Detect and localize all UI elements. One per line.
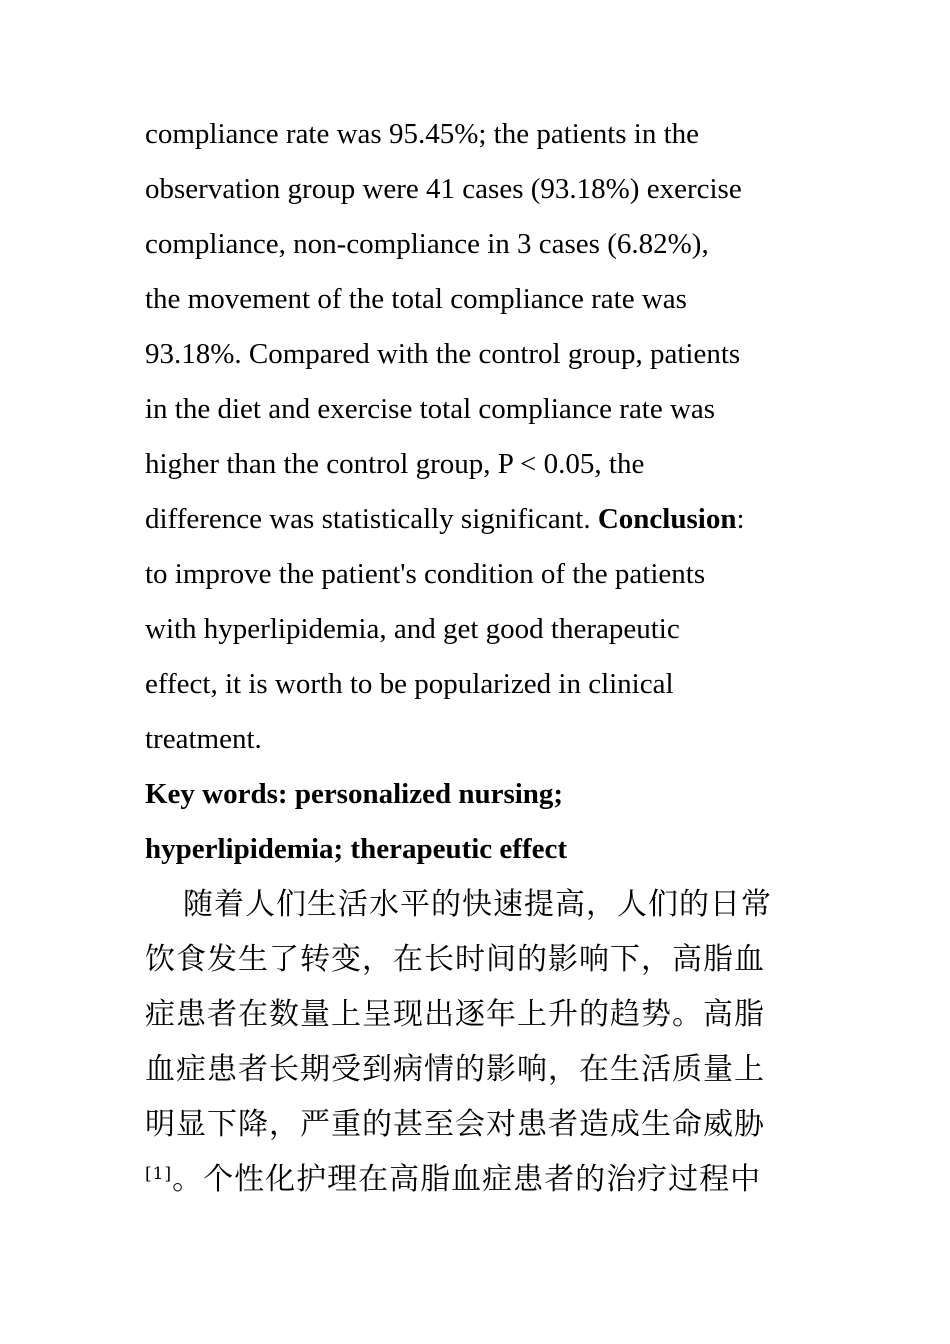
abstract-continuation (145, 107, 810, 767)
keywords-line: hyperlipidemia; therapeutic effect (145, 833, 568, 865)
keywords-line: Key words: personalized nursing; (145, 778, 564, 810)
body-line: 症患者在数量上呈现出逐年上升的趋势。高脂 (145, 997, 765, 1032)
abstract-line: higher than the control group, P < 0.05, the (145, 448, 645, 480)
abstract-line: compliance, non-compliance in 3 cases (6.82%), (145, 228, 709, 260)
conclusion-line: effect, it is worth to be popularized in clinical (145, 668, 674, 700)
conclusion-label: Conclusion (597, 503, 737, 535)
page-content (145, 107, 810, 1207)
body-line-text: 。个性化护理在高脂血症患者的治疗过程中 (172, 1162, 762, 1197)
abstract-line: compliance rate was 95.45%; the patients in the (145, 118, 700, 150)
citation-marker[interactable]: [1] (145, 1164, 173, 1184)
abstract-line: the movement of the total compliance rate was (145, 283, 687, 315)
abstract-text: difference was statistically significant. (145, 503, 598, 535)
keywords (145, 767, 810, 877)
body-line-text: 随着人们生活水平的快速提高，人们的日常 (183, 887, 772, 922)
body-line (145, 877, 810, 932)
abstract-line: observation group were 41 cases (93.18%) exercise (145, 173, 742, 205)
conclusion-colon: : (736, 503, 745, 535)
conclusion-line: to improve the patient's condition of the patients (145, 558, 706, 590)
abstract-line: in the diet and exercise total compliance rate was (145, 393, 716, 425)
body-line: 明显下降，严重的甚至会对患者造成生命威胁 (145, 1107, 765, 1142)
body-line (145, 1152, 810, 1207)
body-line: 血症患者长期受到病情的影响，在生活质量上 (145, 1052, 765, 1087)
body-paragraph-chinese (145, 877, 810, 1207)
abstract-line-with-conclusion (145, 492, 810, 547)
abstract-line: 93.18%. Compared with the control group, patients (145, 338, 741, 370)
body-line: 饮食发生了转变，在长时间的影响下，高脂血 (145, 942, 765, 977)
conclusion-line: treatment. (145, 723, 262, 755)
conclusion-line: with hyperlipidemia, and get good therapeutic (145, 613, 680, 645)
